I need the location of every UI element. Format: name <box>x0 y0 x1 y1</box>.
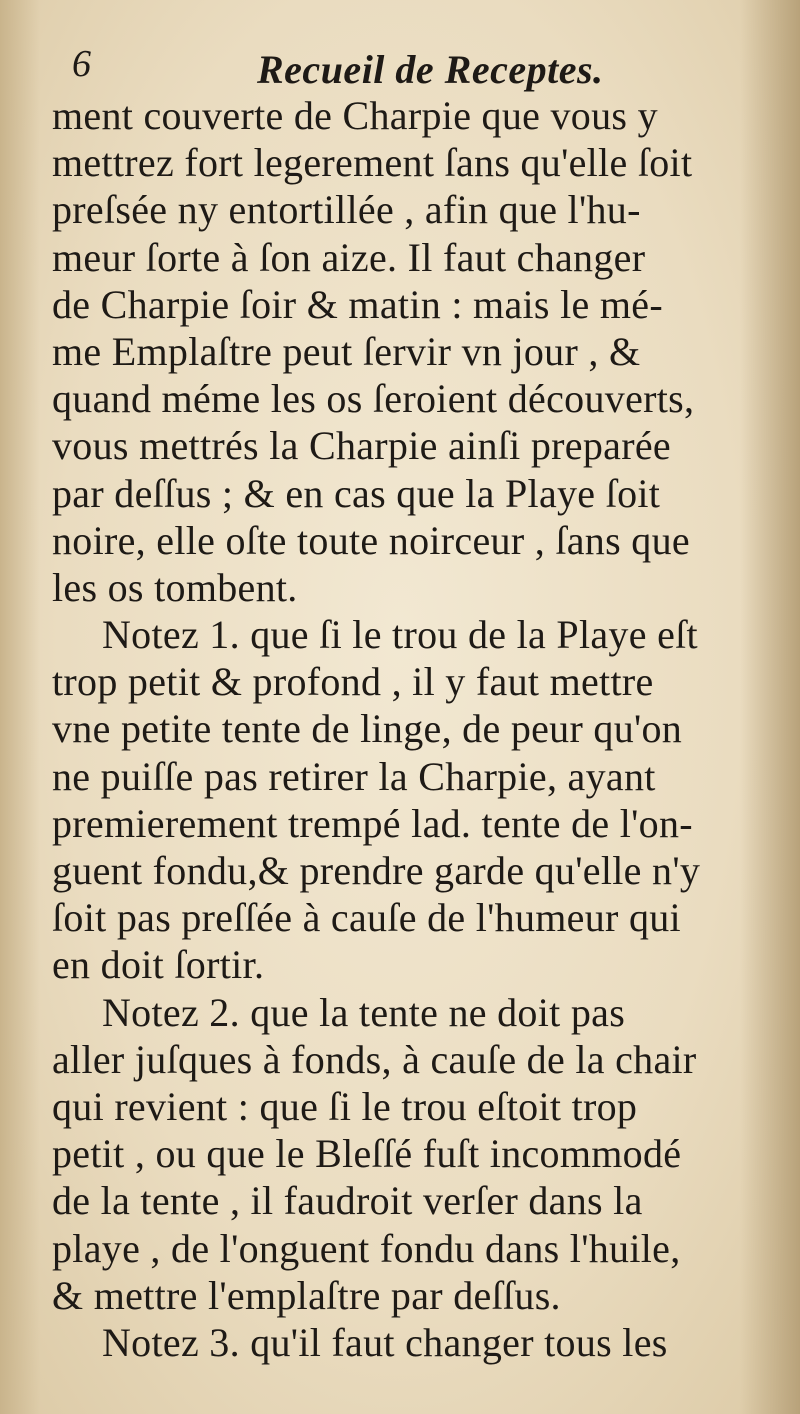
text-line: quand méme les os ſeroient découverts, <box>52 376 695 422</box>
page-edge-shadow-left <box>0 0 40 1414</box>
text-line: aller juſques à fonds, à cauſe de la chair <box>52 1036 697 1082</box>
running-head: Recueil de Receptes. <box>257 47 604 92</box>
text-line: ment couverte de Charpie que vous y <box>52 93 658 138</box>
text-line: noire, elle oſte toute noirceur , ſans que <box>52 517 690 563</box>
text-line: mettrez fort legerement ſans qu'elle ſoit <box>52 140 693 186</box>
text-line: preſsée ny entortillée , afin que l'hu- <box>52 187 641 233</box>
text-line: par deſſus ; & en cas que la Playe ſoit <box>52 470 661 516</box>
text-line: petit , ou que le Bleſſé fuſt incommodé <box>52 1131 682 1177</box>
text-line: guent fondu,& prendre garde qu'elle n'y <box>52 848 701 893</box>
text-line: meur ſorte à ſon aize. Il faut changer <box>52 234 646 280</box>
text-line: Notez 2. que la tente ne doit pas <box>102 989 626 1035</box>
text-line: premierement trempé lad. tente de l'on- <box>52 800 693 846</box>
text-line: playe , de l'onguent fondu dans l'huile, <box>52 1225 681 1271</box>
text-line: qui revient : que ſi le trou eſtoit trop <box>52 1083 638 1129</box>
page-header <box>62 40 702 90</box>
text-line: Notez 3. qu'il faut changer tous les <box>102 1319 668 1365</box>
text-line: vous mettrés la Charpie ainſi preparée <box>52 423 671 469</box>
text-line: vne petite tente de linge, de peur qu'on <box>52 706 683 752</box>
text-line: ſoit pas preſſée à cauſe de l'humeur qui <box>52 895 681 941</box>
body-text <box>52 92 772 1366</box>
text-line: ne puiſſe pas retirer la Charpie, ayant <box>52 753 656 799</box>
text-line: en doit ſortir. <box>52 942 265 988</box>
text-line: de Charpie ſoir & matin : mais le mé- <box>52 281 663 327</box>
text-line: & mettre l'emplaſtre par deſſus. <box>52 1272 561 1318</box>
text-line: Notez 1. que ſi le trou de la Playe eſt <box>102 612 698 658</box>
page-number: 6 <box>72 43 91 85</box>
text-line: de la tente , il faudroit verſer dans la <box>52 1178 643 1224</box>
text-line: me Emplaſtre peut ſervir vn jour , & <box>52 328 641 374</box>
text-line: les os tombent. <box>52 564 298 610</box>
text-line: trop petit & profond , il y faut mettre <box>52 659 654 705</box>
